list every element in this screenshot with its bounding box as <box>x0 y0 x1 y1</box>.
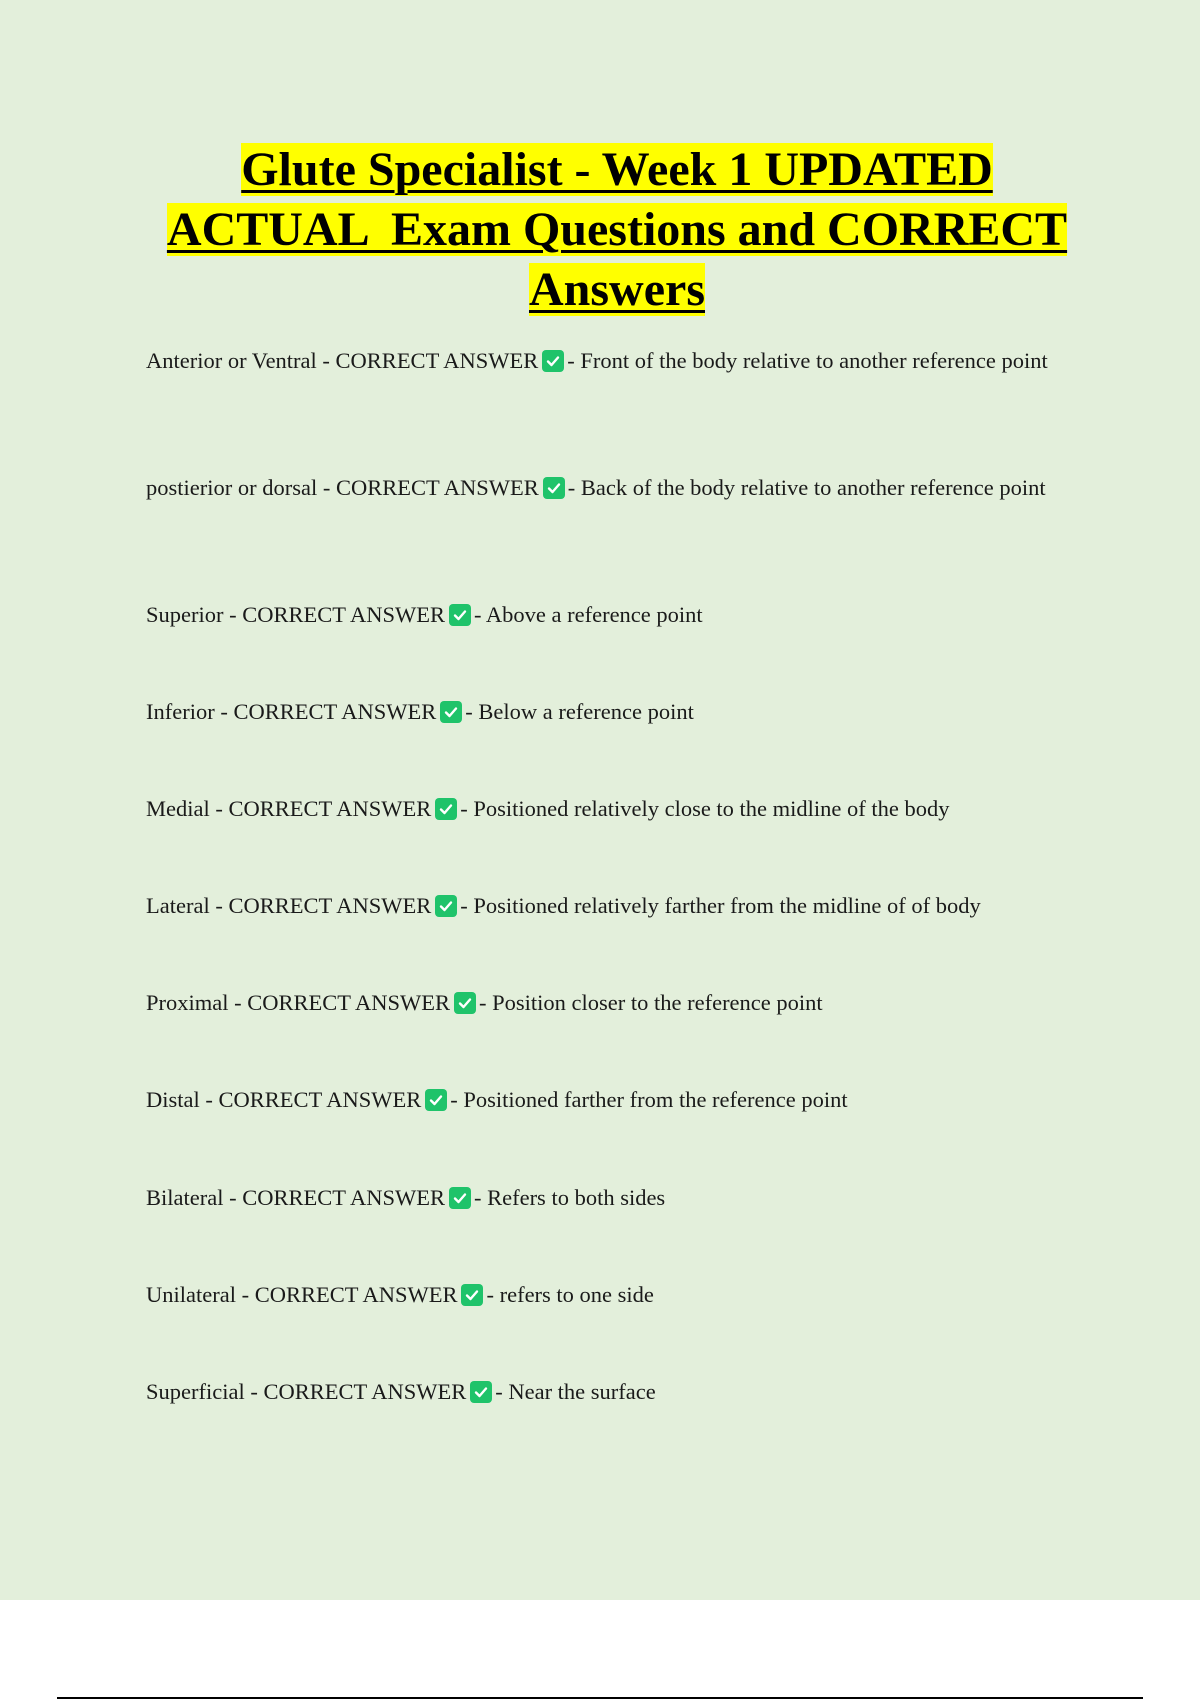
green-checkmark-icon <box>461 1284 483 1306</box>
title-line-3 <box>100 260 1134 320</box>
page-title <box>100 140 1134 320</box>
title-line-3-text: Answers <box>529 263 705 316</box>
qa-answer: Refers to both sides <box>487 1185 666 1210</box>
qa-item: Superficial - CORRECT ANSWER - Near the surface <box>146 1379 656 1404</box>
qa-item: Bilateral - CORRECT ANSWER - Refers to both sides <box>146 1185 666 1210</box>
green-checkmark-icon <box>435 798 457 820</box>
qa-answer-label: CORRECT ANSWER <box>254 1282 458 1307</box>
qa-item: Distal - CORRECT ANSWER - Positioned farther from the reference point <box>146 1087 848 1112</box>
qa-answer: Positioned relatively farther from the midline of of body <box>473 893 981 918</box>
qa-answer: Above a reference point <box>485 602 703 627</box>
qa-item: postierior or dorsal - CORRECT ANSWER - Back of the body relative to another reference point <box>146 475 1046 500</box>
qa-term: Medial <box>146 796 210 821</box>
qa-item: Anterior or Ventral - CORRECT ANSWER - Front of the body relative to another reference point <box>146 348 1048 373</box>
qa-answer-label: CORRECT ANSWER <box>242 602 445 627</box>
qa-term: Inferior <box>146 699 215 724</box>
qa-answer-label: CORRECT ANSWER <box>247 990 450 1015</box>
green-checkmark-icon <box>435 895 457 917</box>
qa-term: Unilateral <box>146 1282 236 1307</box>
qa-answer: Positioned farther from the reference point <box>463 1087 848 1112</box>
qa-answer-label: CORRECT ANSWER <box>335 348 539 373</box>
qa-item: Lateral - CORRECT ANSWER - Positioned relatively farther from the midline of of body <box>146 893 981 918</box>
qa-answer: Back of the body relative to another reference point <box>580 475 1046 500</box>
qa-answer: Below a reference point <box>478 699 694 724</box>
footer-divider <box>57 1697 1143 1699</box>
qa-answer-label: CORRECT ANSWER <box>218 1087 422 1112</box>
qa-item: Proximal - CORRECT ANSWER - Position closer to the reference point <box>146 990 823 1015</box>
title-line-2-text: ACTUAL Exam Questions and CORRECT <box>166 203 1068 256</box>
green-checkmark-icon <box>470 1381 492 1403</box>
green-checkmark-icon <box>454 992 476 1014</box>
qa-item: Inferior - CORRECT ANSWER - Below a reference point <box>146 699 694 724</box>
qa-answer: Near the surface <box>508 1379 656 1404</box>
qa-term: Bilateral <box>146 1185 224 1210</box>
qa-answer: Position closer to the reference point <box>492 990 823 1015</box>
qa-answer: refers to one side <box>499 1282 654 1307</box>
title-line-1-text: Glute Specialist - Week 1 UPDATED <box>241 143 993 196</box>
green-checkmark-icon <box>543 477 565 499</box>
qa-term: Lateral <box>146 893 210 918</box>
qa-answer-label: CORRECT ANSWER <box>263 1379 467 1404</box>
qa-answer-label: CORRECT ANSWER <box>242 1185 445 1210</box>
qa-answer: Front of the body relative to another reference point <box>580 348 1048 373</box>
qa-item: Medial - CORRECT ANSWER - Positioned relatively close to the midline of the body <box>146 796 950 821</box>
green-checkmark-icon <box>449 604 471 626</box>
qa-item: Superior - CORRECT ANSWER - Above a reference point <box>146 602 703 627</box>
green-checkmark-icon <box>425 1089 447 1111</box>
qa-term: Distal <box>146 1087 200 1112</box>
qa-term: Anterior or Ventral <box>146 348 317 373</box>
qa-item: Unilateral - CORRECT ANSWER - refers to one side <box>146 1282 654 1307</box>
title-line-1 <box>100 140 1134 200</box>
qa-answer-label: CORRECT ANSWER <box>228 796 432 821</box>
qa-term: postierior or dorsal <box>146 475 318 500</box>
qa-term: Superior <box>146 602 224 627</box>
green-checkmark-icon <box>542 350 564 372</box>
title-line-2 <box>100 200 1134 260</box>
qa-answer-label: CORRECT ANSWER <box>335 475 539 500</box>
qa-answer-label: CORRECT ANSWER <box>228 893 432 918</box>
qa-term: Proximal <box>146 990 229 1015</box>
qa-answer-label: CORRECT ANSWER <box>233 699 437 724</box>
green-checkmark-icon <box>440 701 462 723</box>
qa-term: Superficial <box>146 1379 245 1404</box>
qa-answer: Positioned relatively close to the midline of the body <box>473 796 950 821</box>
green-checkmark-icon <box>449 1187 471 1209</box>
